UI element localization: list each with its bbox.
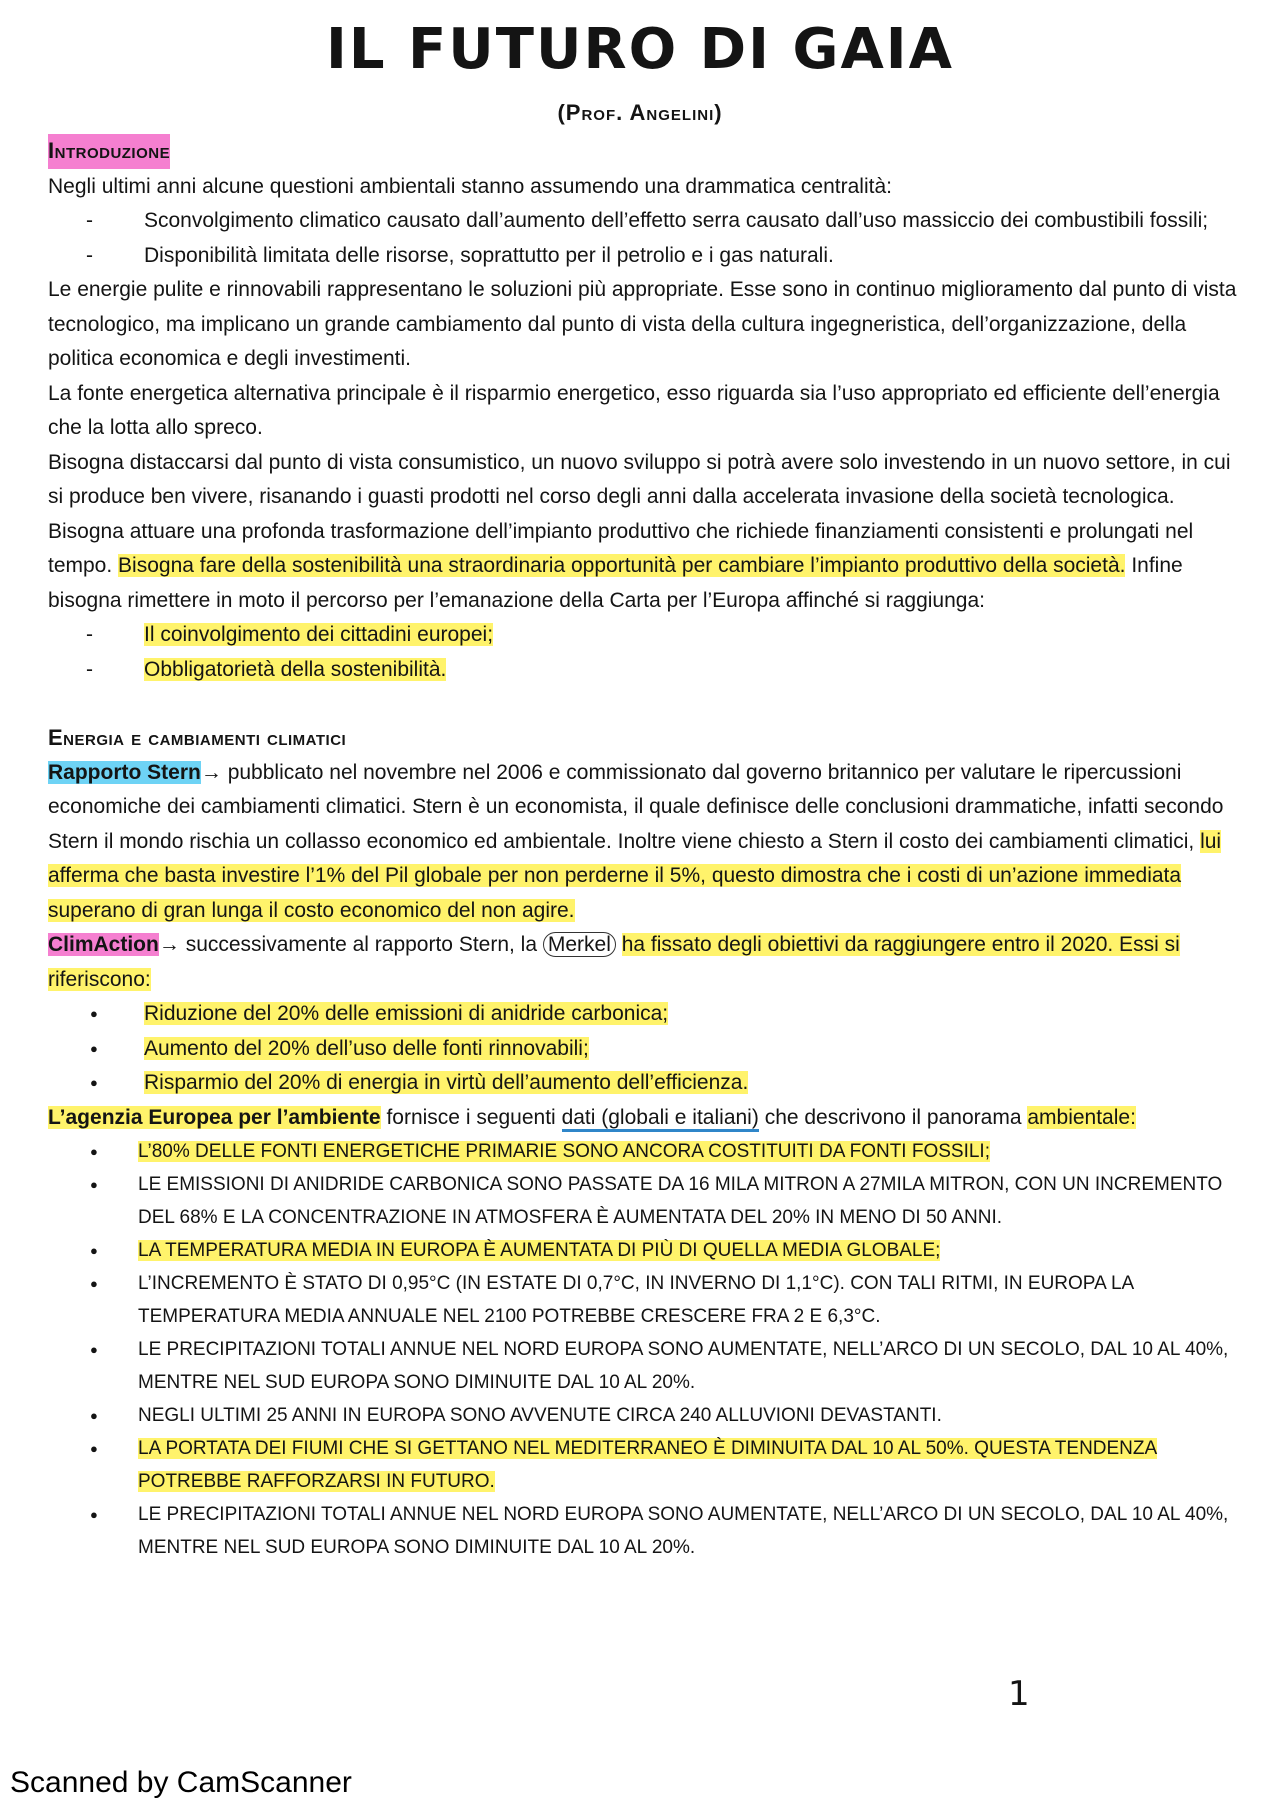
highlighted-text: Aumento del 20% dell’uso delle fonti rinnovabili; <box>144 1036 589 1060</box>
page-number: 1 <box>1008 1674 1030 1714</box>
arrow-icon: → <box>200 760 222 784</box>
intro-paragraph-1: Le energie pulite e rinnovabili rappresentano le soluzioni più appropriate. Esse sono in continuo miglioramento dal punto di vista tecnologico, ma implicano un grande cambiamento dal punto di vista della cultura ingegneristica, dell’organizzazione, della politica economica e degli investimenti. <box>48 278 1237 370</box>
list-item <box>88 1432 1238 1498</box>
intro-paragraph-3 <box>48 446 1238 619</box>
document-title: IL FUTURO DI GAIA <box>326 17 954 82</box>
intro-bullet-list-2 <box>48 618 1238 687</box>
agenzia-label: L’agenzia Europea per l’ambiente <box>48 1105 381 1129</box>
intro-lead: Negli ultimi anni alcune questioni ambientali stanno assumendo una drammatica centralità: <box>48 174 892 198</box>
list-item: ● LE PRECIPITAZIONI TOTALI ANNUE NEL NORD EUROPA SONO AUMENTATE, NELL’ARCO DI UN SECOLO, DAL 10 AL 40%, MENTRE NEL SUD EUROPA SONO DIMINUITE DAL 10 AL 20%. <box>88 1333 1238 1399</box>
list-item <box>86 653 1238 688</box>
highlighted-text: Risparmio del 20% di energia in virtù dell’aumento dell’efficienza. <box>144 1071 749 1094</box>
highlighted-text: lui afferma che basta investire l’1% del Pil globale per non perderne il 5%, questo dimostra che i costi di un’azione immediata superano di gran lunga il costo economico del non agire. <box>48 829 1222 922</box>
paragraph-text: fornisce i seguenti <box>386 1105 556 1129</box>
highlighted-text: L’80% DELLE FONTI ENERGETICHE PRIMARIE SONO ANCORA COSTITUITI DA FONTI FOSSILI; <box>138 1141 990 1162</box>
paragraph-text: Infine bisogna rimettere in moto il percorso per l’emanazione della Carta per l’Europa affinché si raggiunga: <box>48 554 1183 612</box>
section-heading-introduzione: Introduzione <box>48 134 170 169</box>
highlighted-text: Bisogna fare della sostenibilità una straordinaria opportunità per cambiare l’impianto produttivo della società. <box>118 554 1126 577</box>
intro-bullet-list <box>48 204 1238 273</box>
climaction-bullet-list <box>48 997 1238 1101</box>
paragraph-text: Bisogna distaccarsi dal punto di vista consumistico, un nuovo sviluppo si potrà avere solo investendo in un nuovo settore, in cui si produce ben vivere, risanando i guasti prodotti nel corso degli anni dalla accelerata invasione della società tecnologica. Bisogna attuare una profonda trasformazione dell’impianto produttivo che richiede finanziamenti consistenti e prolungati nel tempo. <box>48 450 1231 577</box>
agenzia-paragraph <box>48 1101 1238 1136</box>
list-item: - Sconvolgimento climatico causato dall’aumento dell’effetto serra causato dall’uso massiccio dei combustibili fossili; <box>86 204 1238 239</box>
list-item <box>86 1032 1238 1067</box>
section-spacer <box>48 687 1238 721</box>
intro-paragraph-2: La fonte energetica alternativa principale è il risparmio energetico, esso riguarda sia l’uso appropriato ed efficiente dell’energia che la lotta allo spreco. <box>48 381 1220 439</box>
stern-label: Rapporto Stern <box>48 760 201 784</box>
list-item <box>88 1135 1238 1168</box>
list-item: ● LE EMISSIONI DI ANIDRIDE CARBONICA SONO PASSATE DA 16 MILA MITRON A 27MILA MITRON, CON UN INCREMENTO DEL 68% E LA CONCENTRAZIONE IN ATMOSFERA È AUMENTATA DEL 20% IN MENO DI 50 ANNI. <box>88 1168 1238 1234</box>
list-item: - Disponibilità limitata delle risorse, soprattutto per il petrolio e i gas naturali. <box>86 239 1238 274</box>
highlighted-text: Il coinvolgimento dei cittadini europei; <box>144 623 494 646</box>
list-item: ● NEGLI ULTIMI 25 ANNI IN EUROPA SONO AVVENUTE CIRCA 240 ALLUVIONI DEVASTANTI. <box>88 1399 1238 1432</box>
highlighted-text: LA PORTATA DEI FIUMI CHE SI GETTANO NEL MEDITERRANEO È DIMINUITA DAL 10 AL 50%. QUESTA TENDENZA POTREBBE RAFFORZARSI IN FUTURO. <box>138 1438 1158 1492</box>
list-item: ● LE PRECIPITAZIONI TOTALI ANNUE NEL NORD EUROPA SONO AUMENTATE, NELL’ARCO DI UN SECOLO, DAL 10 AL 40%, MENTRE NEL SUD EUROPA SONO DIMINUITE DAL 10 AL 20%. <box>88 1498 1238 1564</box>
highlighted-text: ha fissato degli obiettivi da raggiungere entro il 2020. Essi si riferiscono: <box>48 933 1180 991</box>
document-subtitle: (Prof. Angelini) <box>557 100 723 125</box>
arrow-icon: → <box>158 933 180 956</box>
list-item <box>86 997 1238 1032</box>
paragraph-text: successivamente al rapporto Stern, la <box>185 933 538 956</box>
stern-paragraph <box>48 756 1238 929</box>
paragraph-text: pubblicato nel novembre nel 2006 e commissionato dal governo britannico per valutare le ripercussioni economiche dei cambiamenti climatici. Stern è un economista, il quale definisce delle conclusioni drammatiche, infatti secondo Stern il mondo rischia un collasso economico ed ambientale. Inoltre viene chiesto a Stern il costo dei cambiamenti climatici, <box>48 760 1224 853</box>
list-item <box>88 1234 1238 1267</box>
section-heading-energia: Energia e cambiamenti climatici <box>48 725 347 750</box>
document-body <box>48 134 1238 1564</box>
paragraph-text: che descrivono il panorama <box>764 1105 1022 1129</box>
highlighted-text: Obbligatorietà della sostenibilità. <box>144 657 447 681</box>
highlighted-text: Riduzione del 20% delle emissioni di anidride carbonica; <box>144 1002 669 1025</box>
climaction-label: ClimAction <box>48 933 159 956</box>
scanner-watermark: Scanned by CamScanner <box>10 1766 352 1799</box>
list-item <box>86 618 1238 653</box>
data-bullet-list <box>48 1135 1238 1564</box>
list-item: ● L’INCREMENTO È STATO DI 0,95°C (IN ESTATE DI 0,7°C, IN INVERNO DI 1,1°C). CON TALI RITMI, IN EUROPA LA TEMPERATURA MEDIA ANNUALE NEL 2100 POTREBBE CRESCERE FRA 2 E 6,3°C. <box>88 1267 1238 1333</box>
highlighted-text: LA TEMPERATURA MEDIA IN EUROPA È AUMENTATA DI PIÙ DI QUELLA MEDIA GLOBALE; <box>138 1240 941 1261</box>
climaction-paragraph <box>48 928 1238 997</box>
circled-word: Merkel <box>543 932 616 957</box>
highlighted-text: ambientale: <box>1027 1105 1136 1129</box>
list-item <box>86 1066 1238 1101</box>
underlined-text: dati (globali e italiani) <box>562 1106 759 1132</box>
